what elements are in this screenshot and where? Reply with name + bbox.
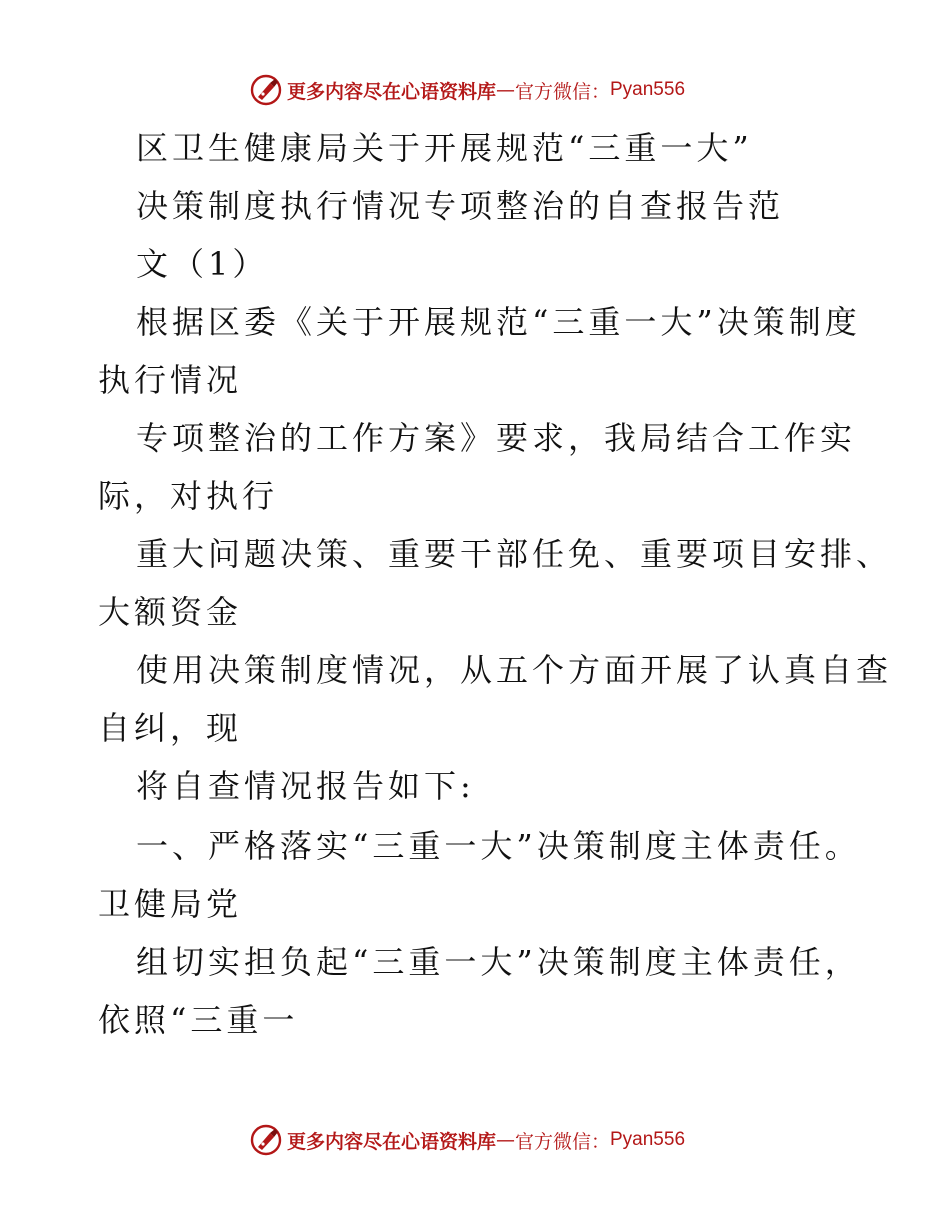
watermark-wechat-label: 官方微信： — [514, 80, 610, 103]
doc-paragraph-line: 大额资金 — [98, 593, 243, 631]
doc-paragraph-line: 专项整治的工作方案》要求，我局结合工作实 — [136, 419, 857, 457]
watermark-separator: — — [495, 79, 515, 101]
watermark-text: 更多内容尽在心语资料库 — [286, 1130, 496, 1153]
watermark-wechat-id: Pyan556 — [610, 1129, 686, 1150]
doc-title-line-3: 文（1） — [136, 245, 269, 283]
doc-paragraph-line: 组切实担负起“三重一大”决策制度主体责任， — [136, 943, 861, 981]
doc-paragraph-line: 际，对执行 — [98, 477, 279, 515]
watermark-banner-top — [0, 70, 950, 110]
pen-nib-logo-icon — [249, 73, 283, 107]
doc-paragraph-line: 卫健局党 — [98, 885, 243, 923]
watermark-banner-bottom — [0, 1120, 950, 1160]
doc-paragraph-line: 自纠，现 — [98, 709, 243, 747]
doc-paragraph-line: 执行情况 — [98, 361, 243, 399]
doc-section-heading-line: 一、严格落实“三重一大”决策制度主体责任。 — [136, 827, 861, 865]
watermark-content — [249, 73, 685, 107]
doc-title-line-1: 区卫生健康局关于开展规范“三重一大” — [136, 129, 753, 167]
watermark-content — [249, 1123, 685, 1157]
doc-title-line-2: 决策制度执行情况专项整治的自查报告范 — [136, 187, 785, 225]
doc-paragraph-line: 重大问题决策、重要干部任免、重要项目安排、 — [136, 535, 893, 573]
doc-paragraph-line: 使用决策制度情况，从五个方面开展了认真自查 — [136, 651, 893, 689]
doc-paragraph-line: 根据区委《关于开展规范“三重一大”决策制度 — [136, 303, 861, 341]
doc-paragraph-line: 依照“三重一 — [98, 1001, 299, 1039]
doc-paragraph-line: 将自查情况报告如下: — [136, 767, 475, 805]
pen-nib-logo-icon — [249, 1123, 283, 1157]
watermark-wechat-id: Pyan556 — [610, 79, 686, 100]
watermark-wechat-label: 官方微信： — [514, 1130, 610, 1153]
watermark-separator: — — [495, 1129, 515, 1151]
watermark-text: 更多内容尽在心语资料库 — [286, 80, 496, 103]
